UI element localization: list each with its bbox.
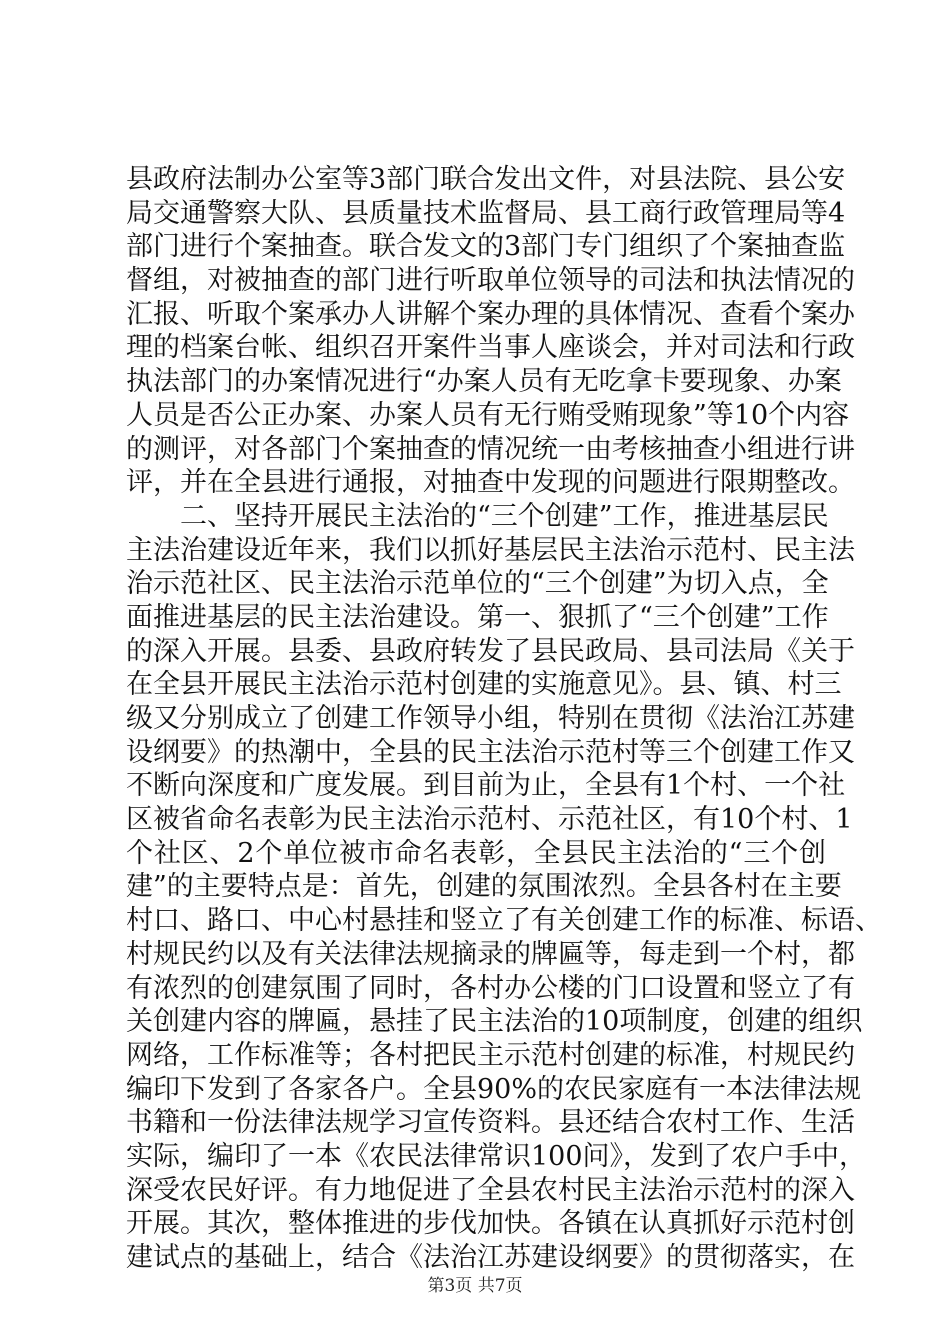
text-line: 不断向深度和广度发展。到目前为止，全县有1个村、一个社 xyxy=(126,770,846,802)
text-line: 编印下发到了各家各户。全县90%的农民家庭有一本法律法规 xyxy=(126,1073,862,1105)
text-line: 书籍和一份法律法规学习宣传资料。县还结合农村工作、生活 xyxy=(126,1107,855,1139)
text-line: 治示范社区、民主法治示范单位的“三个创建”为切入点，全 xyxy=(126,568,829,600)
text-line: 建试点的基础上，结合《法治江苏建设纲要》的贯彻落实，在 xyxy=(126,1242,855,1273)
text-line: 设纲要》的热潮中，全县的民主法治示范村等三个创建工作又 xyxy=(126,736,855,768)
text-line: 级又分别成立了创建工作领导小组，特别在贯彻《法治江苏建 xyxy=(126,703,855,734)
text-line: 评，并在全县进行通报，对抽查中发现的问题进行限期整改。 xyxy=(126,467,855,499)
text-line: 区被省命名表彰为民主法治示范村、示范社区，有10个村、1 xyxy=(126,804,853,836)
page-footer: 第3页 共7页 xyxy=(427,1276,523,1296)
text-line: 汇报、听取个案承办人讲解个案办理的具体情况、查看个案办 xyxy=(126,298,855,330)
body-text xyxy=(126,163,882,1275)
text-line: 开展。其次，整体推进的步伐加快。各镇在认真抓好示范村创 xyxy=(126,1208,855,1240)
text-line: 人员是否公正办案、办案人员有无行贿受贿现象”等10个内容 xyxy=(126,399,850,431)
text-line: 实际，编印了一本《农民法律常识100问》，发到了农户手中， xyxy=(126,1140,867,1172)
text-line: 深受农民好评。有力地促进了全县农村民主法治示范村的深入 xyxy=(126,1174,855,1206)
text-line: 网络，工作标准等；各村把民主示范村创建的标准，村规民约 xyxy=(126,1039,855,1071)
text-line: 建”的主要特点是：首先，创建的氛围浓烈。全县各村在主要 xyxy=(126,871,842,903)
text-line: 县政府法制办公室等3部门联合发出文件，对县法院、县公安 xyxy=(126,164,846,195)
text-line: 局交通警察大队、县质量技术监督局、县工商行政管理局等4 xyxy=(126,197,846,229)
text-line: 主法治建设近年来，我们以抓好基层民主法治示范村、民主法 xyxy=(126,534,855,566)
text-line: 的测评，对各部门个案抽查的情况统一由考核抽查小组进行讲 xyxy=(126,433,855,465)
text-line: 关创建内容的牌匾，悬挂了民主法治的10项制度，创建的组织 xyxy=(126,1006,863,1038)
text-line: 个社区、2个单位被市命名表彰，全县民主法治的“三个创 xyxy=(126,837,826,869)
text-line: 面推进基层的民主法治建设。第一、狠抓了“三个创建”工作 xyxy=(126,601,829,633)
text-line: 的深入开展。县委、县政府转发了县民政局、县司法局《关于 xyxy=(126,635,855,667)
text-line: 村规民约以及有关法律法规摘录的牌匾等，每走到一个村，都 xyxy=(126,938,855,970)
text-line: 有浓烈的创建氛围了同时，各村办公楼的门口设置和竖立了有 xyxy=(126,972,855,1004)
text-line: 部门进行个案抽查。联合发文的3部门专门组织了个案抽查监 xyxy=(126,231,846,263)
text-line: 督组，对被抽查的部门进行听取单位领导的司法和执法情况的 xyxy=(126,265,855,297)
text-line: 理的档案台帐、组织召开案件当事人座谈会，并对司法和行政 xyxy=(126,332,855,364)
paragraph-start-line: 二、坚持开展民主法治的“三个创建”工作，推进基层民 xyxy=(180,500,829,532)
text-line: 在全县开展民主法治示范村创建的实施意见》。县、镇、村三 xyxy=(126,669,842,701)
text-line: 村口、路口、中心村悬挂和竖立了有关创建工作的标准、标语、 xyxy=(126,905,882,937)
text-line: 执法部门的办案情况进行“办案人员有无吃拿卡要现象、办案 xyxy=(126,366,842,398)
